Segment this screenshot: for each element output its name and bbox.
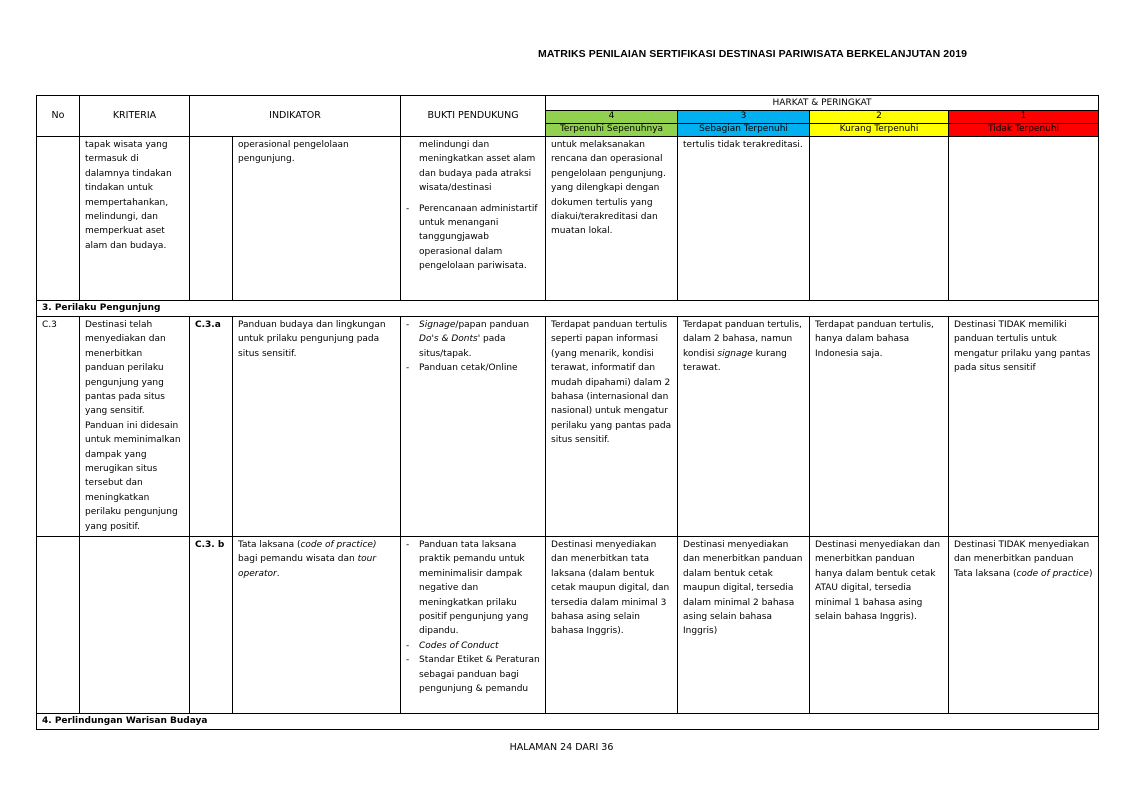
header-indikator: INDIKATOR bbox=[190, 96, 401, 137]
cell-level-2: Terdapat panduan tertulis, hanya dalam bahasa Indonesia saja. bbox=[810, 317, 949, 537]
header-harkat-peringkat: HARKAT & PERINGKAT bbox=[546, 96, 1099, 111]
cell-code: C.3. b bbox=[190, 537, 233, 714]
cell-no bbox=[37, 537, 80, 714]
evidence-item: melindungi dan meningkatkan asset alam dan budaya pada atraksi wisata/destinasi bbox=[419, 140, 536, 194]
cell-level-2: Destinasi menyediakan dan menerbitkan panduan hanya dalam bentuk cetak ATAU digital, tersedia minimal 1 bahasa asing selain bahasa Inggris). bbox=[810, 537, 949, 714]
cell-level-1 bbox=[949, 137, 1099, 301]
cell-level-1: Destinasi TIDAK memiliki panduan tertulis untuk mengatur prilaku yang pantas pada situs sensitif bbox=[949, 317, 1099, 537]
evidence-item: - Signage/papan panduan Do's & Donts' pada situs/tapak. bbox=[406, 318, 540, 361]
level-3-number: 3 bbox=[678, 111, 810, 124]
cell-kriteria: Destinasi telah menyediakan dan menerbitkan panduan perilaku pengunjung yang pantas pada situs yang sensitif. Panduan ini didesain untuk meminimalkan dampak yang merugikan situs tersebut dan meningkatkan perilaku pengunjung yang positif. bbox=[80, 317, 190, 537]
cell-level-4: Terdapat panduan tertulis seperti papan informasi (yang menarik, kondisi terawat, informatif dan mudah dipahami) dalam 2 bahasa (internasional dan nasional) untuk mengatur perilaku yang pantas pada situs sensitif. bbox=[546, 317, 678, 537]
cell-level-3: Destinasi menyediakan dan menerbitkan panduan dalam bentuk cetak maupun digital, tersedia dalam minimal 2 bahasa asing selain bahasa Inggris) bbox=[678, 537, 810, 714]
cell-level-4: Destinasi menyediakan dan menerbitkan tata laksana (dalam bentuk cetak maupun digital, dan tersedia dalam minimal 3 bahasa asing selain bahasa Inggris). bbox=[546, 537, 678, 714]
level-3-label: Sebagian Terpenuhi bbox=[678, 124, 810, 137]
cell-no bbox=[37, 137, 80, 301]
assessment-matrix-table bbox=[36, 95, 1099, 730]
cell-kriteria: tapak wisata yang termasuk di dalamnya tindakan tindakan untuk mempertahankan, melindungi, dan memperkuat aset alam dan budaya. bbox=[80, 137, 190, 301]
cell-kriteria bbox=[80, 537, 190, 714]
level-2-number: 2 bbox=[810, 111, 949, 124]
cell-level-4: untuk melaksanakan rencana dan operasional pengelolaan pengunjung. yang dilengkapi dengan dokumen tertulis yang diakui/terakreditasi dan muatan lokal. bbox=[546, 137, 678, 301]
cell-indikator: operasional pengelolaan pengunjung. bbox=[233, 137, 401, 301]
header-no: No bbox=[37, 96, 80, 137]
cell-level-3: Terdapat panduan tertulis, dalam 2 bahasa, namun kondisi signage kurang terawat. bbox=[678, 317, 810, 537]
cell-bukti bbox=[401, 137, 546, 301]
cell-level-3: tertulis tidak terakreditasi. bbox=[678, 137, 810, 301]
page-footer: HALAMAN 24 DARI 36 bbox=[509, 742, 614, 753]
page-title: MATRIKS PENILAIAN SERTIFIKASI DESTINASI PARIWISATA BERKELANJUTAN 2019 bbox=[538, 48, 968, 60]
section-heading: 3. Perilaku Pengunjung bbox=[37, 301, 1099, 317]
cell-bukti bbox=[401, 537, 546, 714]
cell-bukti bbox=[401, 317, 546, 537]
cell-no: C.3 bbox=[37, 317, 80, 537]
evidence-item: - Codes of Conduct bbox=[406, 639, 540, 653]
header-kriteria: KRITERIA bbox=[80, 96, 190, 137]
evidence-item: - Panduan cetak/Online bbox=[406, 361, 540, 375]
cell-code: C.3.a bbox=[190, 317, 233, 537]
level-1-label: Tidak Terpenuhi bbox=[949, 124, 1099, 137]
cell-level-2 bbox=[810, 137, 949, 301]
cell-indikator: Panduan budaya dan lingkungan untuk prilaku pengunjung pada situs sensitif. bbox=[233, 317, 401, 537]
section-heading: 4. Perlindungan Warisan Budaya bbox=[37, 714, 1099, 730]
cell-indikator: Tata laksana (code of practice) bagi pemandu wisata dan tour operator. bbox=[233, 537, 401, 714]
cell-code bbox=[190, 137, 233, 301]
level-1-number: 1 bbox=[949, 111, 1099, 124]
level-4-number: 4 bbox=[546, 111, 678, 124]
header-bukti-pendukung: BUKTI PENDUKUNG bbox=[401, 96, 546, 137]
evidence-item: - Panduan tata laksana praktik pemandu untuk meminimalisir dampak negative dan meningkatkan prilaku positif pengunjung yang dipandu. bbox=[406, 538, 540, 639]
cell-level-1: Destinasi TIDAK menyediakan dan menerbitkan panduan Tata laksana (code of practice) bbox=[949, 537, 1099, 714]
table-row bbox=[37, 317, 1099, 537]
table-row bbox=[37, 537, 1099, 714]
table-row bbox=[37, 137, 1099, 301]
evidence-item: - Standar Etiket & Peraturan sebagai panduan bagi pengunjung & pemandu bbox=[406, 653, 540, 696]
evidence-item: - Perencanaan administartif untuk menangani tanggungjawab operasional dalam pengelolaan pariwisata. bbox=[406, 202, 540, 274]
level-4-label: Terpenuhi Sepenuhnya bbox=[546, 124, 678, 137]
level-2-label: Kurang Terpenuhi bbox=[810, 124, 949, 137]
